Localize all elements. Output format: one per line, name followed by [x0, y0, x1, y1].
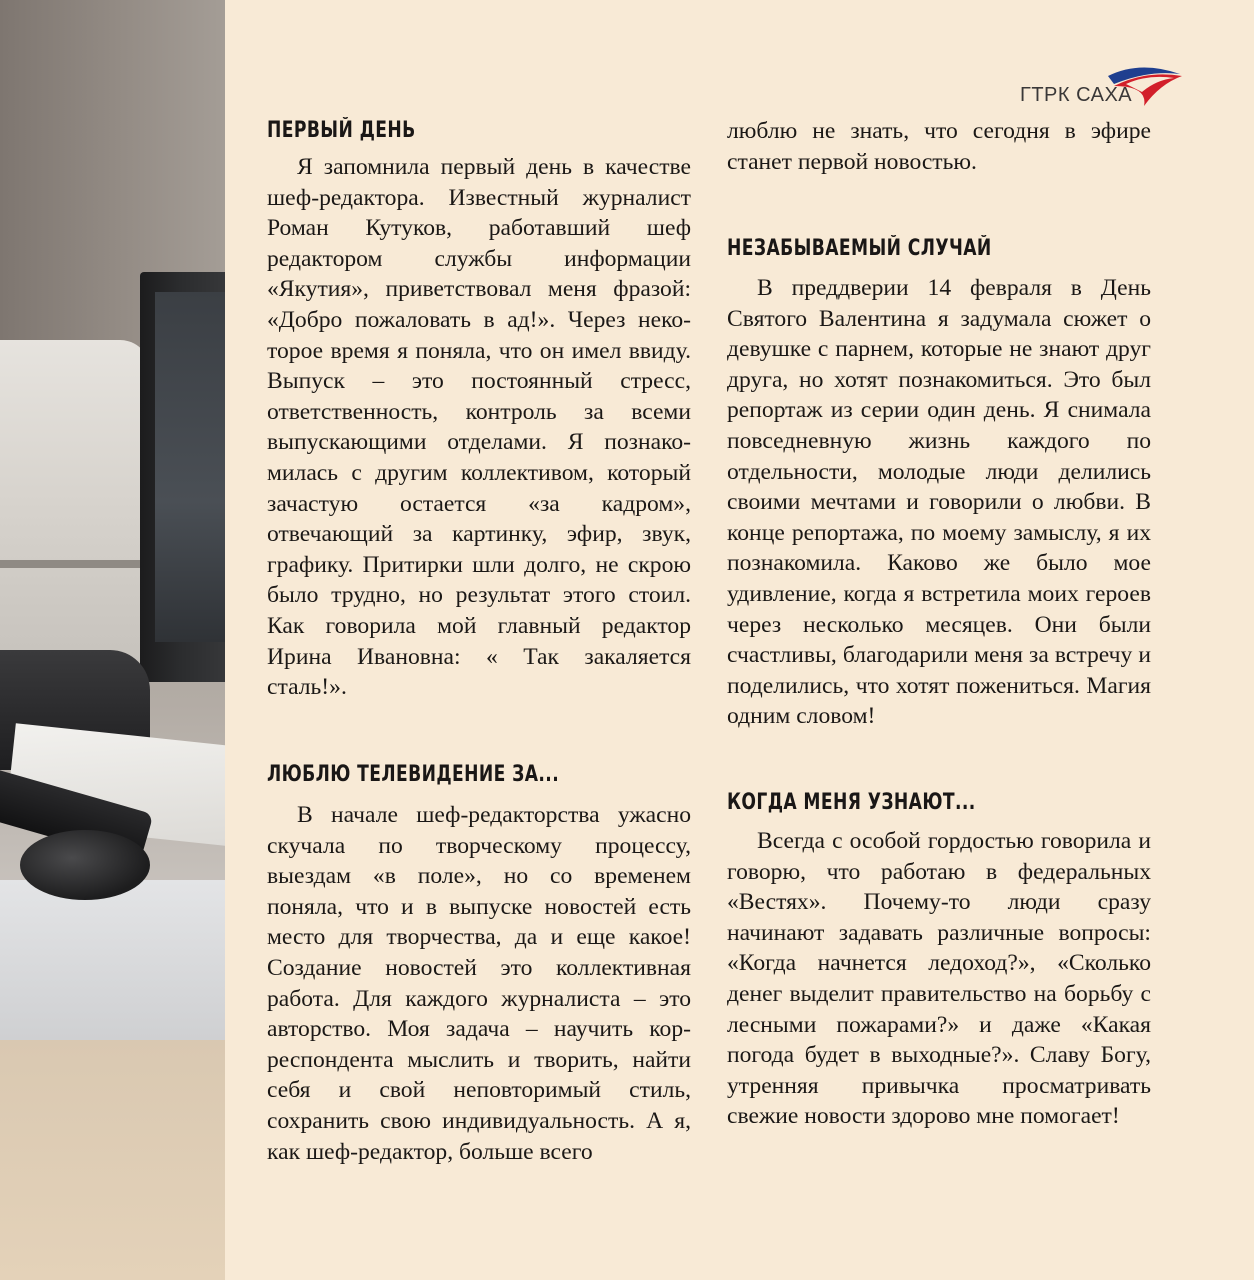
- logo-swoosh-icon: [1104, 62, 1184, 108]
- logo-text: ГТРК САХА: [1020, 84, 1133, 106]
- photo-mouse: [20, 830, 150, 900]
- photo-printer-slot: [0, 560, 140, 568]
- gtrk-sakha-logo: [1012, 62, 1182, 112]
- paragraph-love-tv: В начале шеф-редакторства ужасно скучала по творческому процессу, выездам «в поле», но со временем поняла, что и в выпуске новостей есть место для творчества, да и еще какое! Создание новостей это коллективная работа. Для каждого журналиста – это авторство. Моя задача – научить корреспондента мыслить и творить, найти себя и свой неповторимый стиль, сохранить свою индивидуальность. А я, как шеф-редактор, больше всего: [267, 802, 691, 1165]
- paragraph-recognized: Всегда с особой гордостью говорила и говорю, что работаю в федеральных «Вестях». Почему-то люди сразу начинают задавать различные вопросы: «Когда начнется ледоход?», «Сколько денег выделит правительство на борьбу с лесными пожарами?» и даже «Какая погода будет в выходные?». Славу Богу, утренняя привычка просматривать свежие новости здорово мне помогает!: [727, 828, 1151, 1130]
- heading-first-day: ПЕРВЫЙ ДЕНЬ: [267, 118, 416, 143]
- photo-desk-edge: [0, 1040, 225, 1280]
- heading-recognized: КОГДА МЕНЯ УЗНАЮТ...: [727, 790, 976, 815]
- heading-unforgettable: НЕЗАБЫВАЕМЫЙ СЛУЧАЙ: [727, 236, 992, 261]
- paragraph-first-day: Я запомнила первый день в качестве шеф-редактора. Известный журналист Роман Кутуков, работавший шеф редактором службы информации «Якутия», приветствовал меня фразой: «Добро пожаловать в ад!». Через некоторое время я поняла, что он имел ввиду. Выпуск – это постоянный стресс, ответственность, контроль за всеми выпускающими отделами. Я познакомилась с другим коллективом, который зачастую остается «за кадром», отвечающий за картинку, эфир, звук, графику. Притирки шли долго, не скрою было трудно, но результат этого стоил. Как говорила мой главный редактор Ирина Ивановна: « Так закаляется сталь!».: [267, 154, 691, 701]
- paragraph-love-tv-continuation: люблю не знать, что сегодня в эфире станет первой новостью.: [727, 118, 1151, 175]
- office-photo: [0, 0, 225, 1280]
- paragraph-unforgettable: В преддверии 14 февраля в День Святого Валентина я задумала сюжет о девушке с парнем, которые не знают друг друга, но хотят познакомиться. Это был репортаж из серии один день. Я снимала повседневную жизнь каждого по отдельности, молодые люди делились своими мечтами и говорили о любви. В конце репортажа, по моему замыслу, я их познакомила. Каково же было мое удивление, когда я встретила моих героев через несколько месяцев. Они были счастливы, благодарили меня за встречу и поделились, что хотят пожениться. Магия одним словом!: [727, 275, 1151, 730]
- photo-printer: [0, 340, 150, 700]
- photo-monitor-screen: [155, 292, 225, 642]
- heading-love-tv: ЛЮБЛЮ ТЕЛЕВИДЕНИЕ ЗА...: [267, 762, 560, 787]
